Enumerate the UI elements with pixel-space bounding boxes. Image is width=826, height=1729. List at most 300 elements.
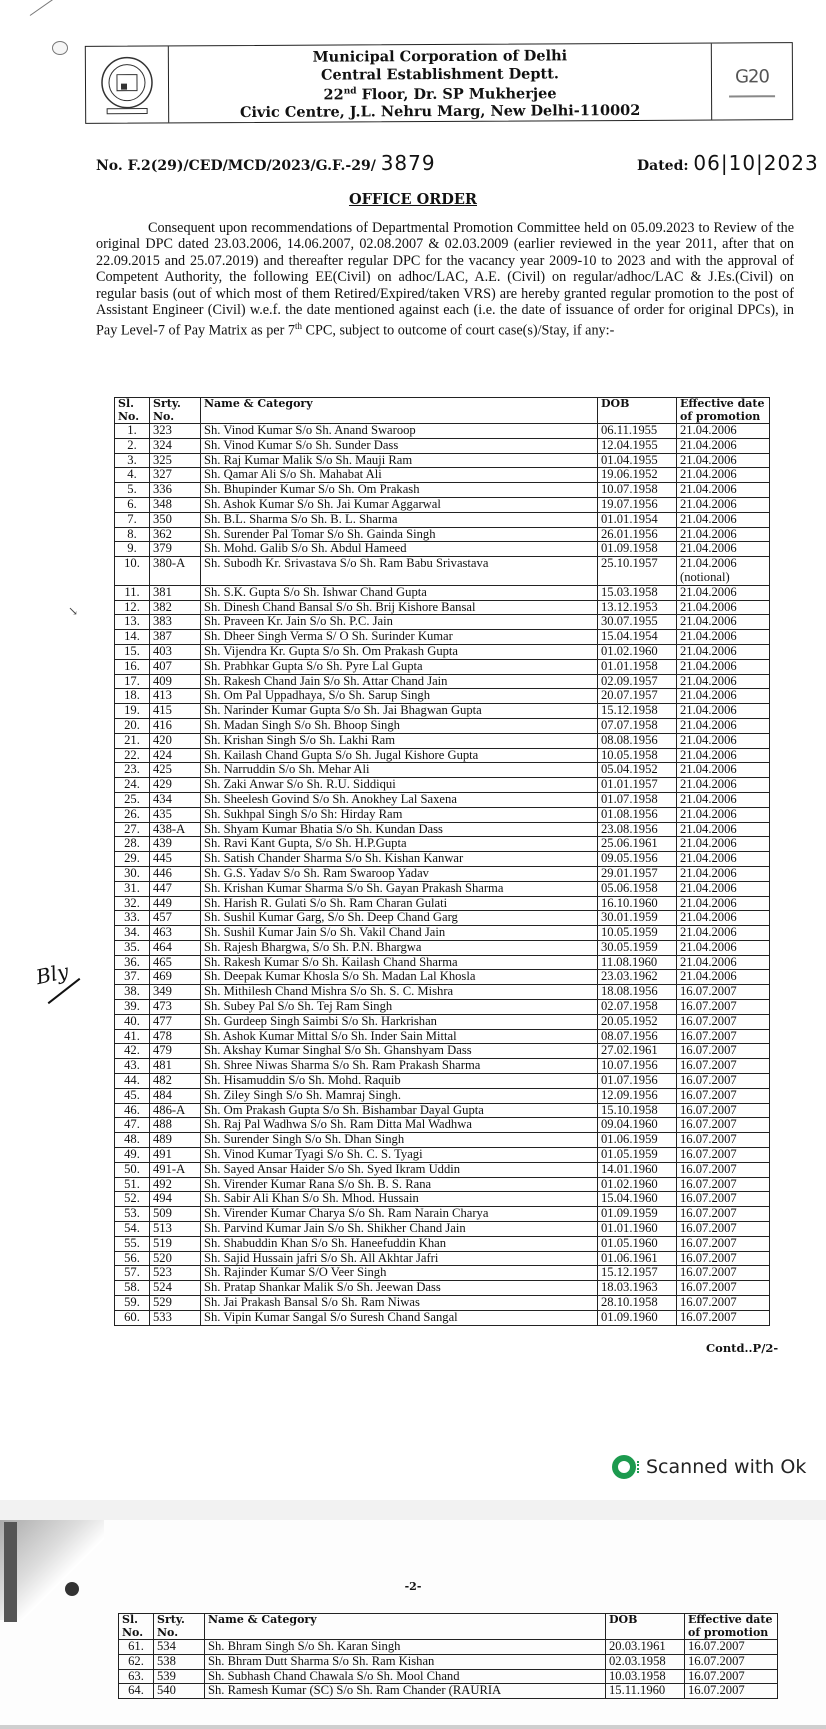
cell-effective-date: 16.07.2007 (677, 1162, 770, 1177)
cell-effective-date: 16.07.2007 (677, 1029, 770, 1044)
cell-effective-date: 16.07.2007 (677, 1118, 770, 1133)
cell-sl-no: 55. (115, 1236, 150, 1251)
cell-name: Sh. Vipin Kumar Sangal S/o Suresh Chand Sangal (201, 1310, 598, 1325)
cell-effective-date: 16.07.2007 (685, 1654, 778, 1669)
cell-dob: 08.08.1956 (598, 733, 677, 748)
cell-srty-no: 519 (150, 1236, 201, 1251)
cell-name: Sh. Qamar Ali S/o Sh. Mahabat Ali (201, 468, 598, 483)
table-row (115, 866, 770, 881)
cell-effective-date: 21.04.2006 (notional) (677, 557, 770, 586)
table-row (115, 424, 770, 439)
cell-name: Sh. Ashok Kumar Mittal S/o Sh. Inder Sain Mittal (201, 1029, 598, 1044)
cell-srty-no: 491 (150, 1148, 201, 1163)
table-row (115, 585, 770, 600)
cell-effective-date: 16.07.2007 (677, 1222, 770, 1237)
cell-srty-no: 409 (150, 674, 201, 689)
table-row (115, 542, 770, 557)
cell-name: Sh. Vinod Kumar S/o Sh. Anand Swaroop (201, 424, 598, 439)
order-body-text-end: CPC, subject to outcome of court case(s)/Stay, if any:- (301, 323, 615, 340)
cell-sl-no: 10. (115, 557, 150, 586)
reference-printed: No. F.2(29)/CED/MCD/2023/G.F.-29/ (96, 158, 376, 174)
cell-sl-no: 30. (115, 866, 150, 881)
cell-dob: 26.01.1956 (598, 527, 677, 542)
cell-srty-no: 484 (150, 1088, 201, 1103)
cell-sl-no: 29. (115, 852, 150, 867)
cell-sl-no: 16. (115, 659, 150, 674)
cell-effective-date: 16.07.2007 (677, 1281, 770, 1296)
cell-name: Sh. Raj Pal Wadhwa S/o Sh. Ram Ditta Mal Wadhwa (201, 1118, 598, 1133)
cell-effective-date: 16.07.2007 (677, 1251, 770, 1266)
cell-name: Sh. Sushil Kumar Jain S/o Sh. Vakil Chand Jain (201, 926, 598, 941)
cell-srty-no: 469 (150, 970, 201, 985)
table-row (115, 527, 770, 542)
cell-name: Sh. Krishan Kumar Sharma S/o Sh. Gayan Prakash Sharma (201, 881, 598, 896)
promotion-table-page-2 (118, 1613, 778, 1699)
table-row (119, 1640, 778, 1655)
cell-srty-no: 463 (150, 926, 201, 941)
table-header-row (115, 398, 770, 424)
cell-name: Sh. Subey Pal S/o Sh. Tej Ram Singh (201, 1000, 598, 1015)
cell-srty-no: 379 (150, 542, 201, 557)
dated-handwritten: 06|10|2023 (693, 151, 819, 175)
cell-sl-no: 14. (115, 630, 150, 645)
cell-srty-no: 348 (150, 497, 201, 512)
cell-srty-no: 534 (154, 1640, 205, 1655)
cell-name: Sh. B.L. Sharma S/o Sh. B. L. Sharma (201, 512, 598, 527)
cell-name: Sh. Subodh Kr. Srivastava S/o Sh. Ram Babu Srivastava (201, 557, 598, 586)
table-row (115, 778, 770, 793)
cell-srty-no: 325 (150, 453, 201, 468)
promotion-table-page-1 (114, 397, 770, 1326)
dated-label: Dated: (637, 158, 689, 174)
table-row (115, 438, 770, 453)
cell-srty-no: 438-A (150, 822, 201, 837)
cell-effective-date: 16.07.2007 (677, 1177, 770, 1192)
cell-name: Sh. Narinder Kumar Gupta S/o Sh. Jai Bhagwan Gupta (201, 704, 598, 719)
cell-effective-date: 16.07.2007 (685, 1640, 778, 1655)
cell-srty-no: 424 (150, 748, 201, 763)
cell-dob: 01.01.1954 (598, 512, 677, 527)
table-row (115, 911, 770, 926)
cell-name: Sh. Surender Singh S/o Sh. Dhan Singh (201, 1133, 598, 1148)
header-sl-no: Sl. No. (115, 398, 150, 424)
cell-name: Sh. Prabhkar Gupta S/o Sh. Pyre Lal Gupta (201, 659, 598, 674)
cell-dob: 02.07.1958 (598, 1000, 677, 1015)
table-row (115, 881, 770, 896)
table-row (115, 1014, 770, 1029)
cell-sl-no: 53. (115, 1207, 150, 1222)
cell-effective-date: 21.04.2006 (677, 896, 770, 911)
table-row (115, 970, 770, 985)
table-row (115, 615, 770, 630)
cell-srty-no: 434 (150, 792, 201, 807)
cell-effective-date: 21.04.2006 (677, 792, 770, 807)
header-srty-no: Srty. No. (154, 1614, 205, 1640)
effective-date-note: (notional) (680, 569, 730, 584)
table-row (115, 748, 770, 763)
cell-dob: 15.12.1957 (598, 1266, 677, 1281)
g20-logo-icon: G20 (734, 65, 769, 87)
cell-srty-no: 381 (150, 585, 201, 600)
cell-dob: 01.05.1960 (598, 1236, 677, 1251)
cell-name: Sh. Harish R. Gulati S/o Sh. Ram Charan Gulati (201, 896, 598, 911)
cell-effective-date: 21.04.2006 (677, 542, 770, 557)
cell-name: Sh. Subhash Chand Chawala S/o Sh. Mool Chand (205, 1669, 606, 1684)
cell-srty-no: 416 (150, 718, 201, 733)
cell-srty-no: 509 (150, 1207, 201, 1222)
cell-dob: 01.09.1959 (598, 1207, 677, 1222)
cell-name: Sh. S.K. Gupta S/o Sh. Ishwar Chand Gupta (201, 585, 598, 600)
cell-sl-no: 23. (115, 763, 150, 778)
cell-effective-date: 16.07.2007 (677, 1014, 770, 1029)
cell-effective-date: 21.04.2006 (677, 807, 770, 822)
cell-srty-no: 539 (154, 1669, 205, 1684)
cell-dob: 01.06.1961 (598, 1251, 677, 1266)
cell-sl-no: 44. (115, 1074, 150, 1089)
cell-dob: 20.03.1961 (606, 1640, 685, 1655)
cell-sl-no: 26. (115, 807, 150, 822)
cell-srty-no: 538 (154, 1654, 205, 1669)
cell-name: Sh. Virender Kumar Rana S/o Sh. B. S. Rana (201, 1177, 598, 1192)
cell-dob: 02.03.1958 (606, 1654, 685, 1669)
table-row (115, 659, 770, 674)
table-row (115, 1266, 770, 1281)
cell-name: Sh. Pratap Shankar Malik S/o Sh. Jeewan Dass (201, 1281, 598, 1296)
cell-srty-no: 429 (150, 778, 201, 793)
cell-sl-no: 51. (115, 1177, 150, 1192)
cell-name: Sh. Om Prakash Gupta S/o Sh. Bishambar Dayal Gupta (201, 1103, 598, 1118)
cell-name: Sh. Surender Pal Tomar S/o Sh. Gainda Singh (201, 527, 598, 542)
cell-sl-no: 25. (115, 792, 150, 807)
scanner-text: Scanned with Ok (646, 1456, 807, 1478)
table-row (115, 955, 770, 970)
cell-effective-date: 16.07.2007 (677, 1000, 770, 1015)
cell-effective-date: 21.04.2006 (677, 733, 770, 748)
cell-name: Sh. Bhram Singh S/o Sh. Karan Singh (205, 1640, 606, 1655)
cell-sl-no: 13. (115, 615, 150, 630)
table-row (115, 1074, 770, 1089)
cell-name: Sh. Vinod Kumar Tyagi S/o Sh. C. S. Tyagi (201, 1148, 598, 1163)
cell-srty-no: 481 (150, 1059, 201, 1074)
table-row (115, 453, 770, 468)
table-row (115, 1281, 770, 1296)
header-name-category: Name & Category (205, 1614, 606, 1640)
table-row (115, 1207, 770, 1222)
cell-sl-no: 7. (115, 512, 150, 527)
cell-dob: 15.11.1960 (606, 1684, 685, 1699)
continued-note: Contd..P/2- (706, 1341, 779, 1355)
cell-dob: 10.05.1958 (598, 748, 677, 763)
cell-sl-no: 56. (115, 1251, 150, 1266)
cell-srty-no: 449 (150, 896, 201, 911)
cell-effective-date: 21.04.2006 (677, 866, 770, 881)
cell-srty-no: 380-A (150, 557, 201, 586)
cell-sl-no: 5. (115, 483, 150, 498)
table-row (115, 1148, 770, 1163)
cell-effective-date: 21.04.2006 (677, 630, 770, 645)
cell-srty-no: 362 (150, 527, 201, 542)
cell-dob: 01.01.1958 (598, 659, 677, 674)
cell-sl-no: 31. (115, 881, 150, 896)
cell-dob: 15.04.1954 (598, 630, 677, 645)
handwritten-signature: Bly (33, 958, 71, 990)
cell-name: Sh. Sheelesh Govind S/o Sh. Anokhey Lal Saxena (201, 792, 598, 807)
table-row (115, 704, 770, 719)
dept-name: Central Establishment Deptt. (320, 64, 559, 84)
cell-dob: 01.09.1960 (598, 1310, 677, 1325)
cell-dob: 27.02.1961 (598, 1044, 677, 1059)
cell-name: Sh. Deepak Kumar Khosla S/o Sh. Madan Lal Khosla (201, 970, 598, 985)
table-row (119, 1654, 778, 1669)
cell-sl-no: 6. (115, 497, 150, 512)
cell-dob: 25.06.1961 (598, 837, 677, 852)
floor-line (169, 82, 711, 105)
cell-sl-no: 58. (115, 1281, 150, 1296)
cell-name: Sh. G.S. Yadav S/o Sh. Ram Swaroop Yadav (201, 866, 598, 881)
cell-effective-date: 16.07.2007 (677, 1296, 770, 1311)
cell-srty-no: 492 (150, 1177, 201, 1192)
date-line (637, 151, 819, 175)
cell-srty-no: 415 (150, 704, 201, 719)
cell-dob: 30.01.1959 (598, 911, 677, 926)
header-dob: DOB (598, 398, 677, 424)
cell-dob: 01.07.1958 (598, 792, 677, 807)
cell-srty-no: 464 (150, 940, 201, 955)
cell-sl-no: 4. (115, 468, 150, 483)
scanner-watermark (612, 1455, 806, 1479)
cell-dob: 23.03.1962 (598, 970, 677, 985)
floor-number: 22 (323, 86, 344, 104)
table-row (115, 1133, 770, 1148)
cell-effective-date: 21.04.2006 (677, 689, 770, 704)
cell-effective-date: 21.04.2006 (677, 778, 770, 793)
cell-dob: 01.01.1957 (598, 778, 677, 793)
cell-name: Sh. Rakesh Chand Jain S/o Sh. Attar Chand Jain (201, 674, 598, 689)
cell-name: Sh. Raj Kumar Malik S/o Sh. Mauji Ram (201, 453, 598, 468)
cell-name: Sh. Zaki Anwar S/o Sh. R.U. Siddiqui (201, 778, 598, 793)
table-row (115, 822, 770, 837)
cell-name: Sh. Ravi Kant Gupta, S/o Sh. H.P.Gupta (201, 837, 598, 852)
okenscan-logo-icon (612, 1455, 636, 1479)
cell-srty-no: 473 (150, 1000, 201, 1015)
cell-srty-no: 520 (150, 1251, 201, 1266)
cell-sl-no: 28. (115, 837, 150, 852)
table-row (115, 1103, 770, 1118)
cell-sl-no: 46. (115, 1103, 150, 1118)
reference-number (96, 151, 436, 175)
table-row (119, 1684, 778, 1699)
floor-suffix: nd (343, 86, 357, 97)
cell-name: Sh. Mohd. Galib S/o Sh. Abdul Hameed (201, 542, 598, 557)
cell-sl-no: 32. (115, 896, 150, 911)
cell-sl-no: 34. (115, 926, 150, 941)
table-row (115, 1118, 770, 1133)
cell-srty-no: 479 (150, 1044, 201, 1059)
cell-srty-no: 491-A (150, 1162, 201, 1177)
cell-effective-date: 21.04.2006 (677, 704, 770, 719)
cell-effective-date: 21.04.2006 (677, 600, 770, 615)
cell-sl-no: 38. (115, 985, 150, 1000)
cell-name: Sh. Dinesh Chand Bansal S/o Sh. Brij Kishore Bansal (201, 600, 598, 615)
cell-dob: 15.10.1958 (598, 1103, 677, 1118)
cell-name: Sh. Madan Singh S/o Sh. Bhoop Singh (201, 718, 598, 733)
cell-sl-no: 47. (115, 1118, 150, 1133)
cell-name: Sh. Praveen Kr. Jain S/o Sh. P.C. Jain (201, 615, 598, 630)
cell-dob: 09.05.1956 (598, 852, 677, 867)
table-row (115, 1029, 770, 1044)
cell-srty-no: 425 (150, 763, 201, 778)
header-srty-no: Srty. No. (150, 398, 201, 424)
cell-sl-no: 9. (115, 542, 150, 557)
cell-dob: 01.08.1956 (598, 807, 677, 822)
cell-sl-no: 64. (119, 1684, 154, 1699)
table-row (115, 644, 770, 659)
cell-sl-no: 21. (115, 733, 150, 748)
order-body-text: Consequent upon recommendations of Departmental Promotion Committee held on 05.09.2023 to Review of the original DPC dated 23.03.2006, 14.06.2007, 02.08.2007 & 02.03.2009 (earlier reviewed in the year 2011, after that on 22.09.2015 and 25.07.2019) and thereafter regular DPC for the vacancy year 2009-10 to 2023 and with the approval of Competent Authority, the following EE(Civil) on adhoc/LAC, A.E. (Civil) on regular/adhoc/LAC & J.Es.(Civil) on regular basis (out of which most of them Retired/Expired/taken VRS) are hereby granted regular promotion to the post of Assistant Engineer (Civil) w.e.f. the date mentioned against each (i.e. the date of issuance of order for original DPCs), in Pay Level-7 of Pay Matrix as per 7 (96, 220, 794, 340)
cell-effective-date: 16.07.2007 (677, 1059, 770, 1074)
order-body-sup: th (294, 321, 302, 332)
cell-srty-no: 435 (150, 807, 201, 822)
cell-srty-no: 324 (150, 438, 201, 453)
cell-effective-date: 21.04.2006 (677, 497, 770, 512)
table-row (115, 1059, 770, 1074)
cell-effective-date: 21.04.2006 (677, 748, 770, 763)
cell-name: Sh. Hisamuddin S/o Sh. Mohd. Raquib (201, 1074, 598, 1089)
cell-name: Sh. Om Pal Uppadhaya, S/o Sh. Sarup Singh (201, 689, 598, 704)
cell-sl-no: 11. (115, 585, 150, 600)
cell-name: Sh. Krishan Singh S/o Sh. Lakhi Ram (201, 733, 598, 748)
cell-sl-no: 17. (115, 674, 150, 689)
cell-srty-no: 524 (150, 1281, 201, 1296)
cell-effective-date: 16.07.2007 (677, 1148, 770, 1163)
table-row (115, 1000, 770, 1015)
cell-dob: 01.06.1959 (598, 1133, 677, 1148)
cell-name: Sh. Akshay Kumar Singhal S/o Sh. Ghanshyam Dass (201, 1044, 598, 1059)
cell-effective-date: 21.04.2006 (677, 615, 770, 630)
cell-dob: 15.12.1958 (598, 704, 677, 719)
cell-sl-no: 59. (115, 1296, 150, 1311)
cell-sl-no: 2. (115, 438, 150, 453)
cell-sl-no: 57. (115, 1266, 150, 1281)
order-title: OFFICE ORDER (348, 191, 477, 208)
cell-effective-date: 16.07.2007 (677, 1133, 770, 1148)
cell-name: Sh. Jai Prakash Bansal S/o Sh. Ram Niwas (201, 1296, 598, 1311)
cell-name: Sh. Virender Kumar Charya S/o Sh. Ram Narain Charya (201, 1207, 598, 1222)
cell-sl-no: 42. (115, 1044, 150, 1059)
cell-sl-no: 60. (115, 1310, 150, 1325)
cell-effective-date: 16.07.2007 (677, 1192, 770, 1207)
cell-sl-no: 27. (115, 822, 150, 837)
table-row (115, 1044, 770, 1059)
letterhead-address (169, 44, 711, 123)
cell-effective-date: 16.07.2007 (677, 1207, 770, 1222)
cell-effective-date: 21.04.2006 (677, 585, 770, 600)
cell-srty-no: 486-A (150, 1103, 201, 1118)
cell-effective-date: 16.07.2007 (677, 1044, 770, 1059)
cell-effective-date: 21.04.2006 (677, 763, 770, 778)
cell-sl-no: 33. (115, 911, 150, 926)
cell-dob: 10.07.1956 (598, 1059, 677, 1074)
cell-name: Sh. Narruddin S/o Sh. Mehar Ali (201, 763, 598, 778)
cell-dob: 13.12.1953 (598, 600, 677, 615)
cell-effective-date: 21.04.2006 (677, 453, 770, 468)
cell-dob: 01.02.1960 (598, 1177, 677, 1192)
cell-effective-date: 21.04.2006 (677, 527, 770, 542)
cell-effective-date: 21.04.2006 (677, 438, 770, 453)
cell-name: Sh. Bhram Dutt Sharma S/o Sh. Ram Kishan (205, 1654, 606, 1669)
cell-effective-date: 16.07.2007 (677, 1266, 770, 1281)
table-row (115, 512, 770, 527)
order-body (96, 220, 794, 340)
cell-sl-no: 19. (115, 704, 150, 719)
cell-srty-no: 403 (150, 644, 201, 659)
cell-sl-no: 36. (115, 955, 150, 970)
cell-srty-no: 383 (150, 615, 201, 630)
cell-dob: 01.04.1955 (598, 453, 677, 468)
cell-effective-date: 21.04.2006 (677, 881, 770, 896)
cell-dob: 29.01.1957 (598, 866, 677, 881)
cell-srty-no: 439 (150, 837, 201, 852)
reference-handwritten: 3879 (380, 151, 436, 175)
cell-effective-date: 21.04.2006 (677, 852, 770, 867)
cell-srty-no: 349 (150, 985, 201, 1000)
table-row (115, 1236, 770, 1251)
cell-sl-no: 41. (115, 1029, 150, 1044)
cell-effective-date: 21.04.2006 (677, 822, 770, 837)
cell-dob: 12.09.1956 (598, 1088, 677, 1103)
header-effective-date: Effective date of promotion (685, 1614, 778, 1640)
cell-sl-no: 63. (119, 1669, 154, 1684)
table-row (115, 483, 770, 498)
cell-effective-date: 21.04.2006 (677, 424, 770, 439)
cell-dob: 30.07.1955 (598, 615, 677, 630)
cell-effective-date: 21.04.2006 (677, 837, 770, 852)
cell-effective-date: 21.04.2006 (677, 674, 770, 689)
cell-effective-date: 21.04.2006 (677, 926, 770, 941)
g20-tagline (729, 95, 775, 97)
table-row (115, 763, 770, 778)
cell-sl-no: 45. (115, 1088, 150, 1103)
cell-srty-no: 465 (150, 955, 201, 970)
cell-srty-no: 523 (150, 1266, 201, 1281)
cell-srty-no: 323 (150, 424, 201, 439)
cell-srty-no: 445 (150, 852, 201, 867)
cell-sl-no: 35. (115, 940, 150, 955)
cell-srty-no: 478 (150, 1029, 201, 1044)
cell-effective-date: 16.07.2007 (677, 985, 770, 1000)
cell-effective-date: 21.04.2006 (677, 970, 770, 985)
cell-sl-no: 52. (115, 1192, 150, 1207)
table-row (115, 1296, 770, 1311)
cell-dob: 07.07.1958 (598, 718, 677, 733)
cell-name: Sh. Rajesh Bhargwa, S/o Sh. P.N. Bhargwa (201, 940, 598, 955)
cell-sl-no: 43. (115, 1059, 150, 1074)
table-row (115, 497, 770, 512)
table-row (115, 926, 770, 941)
cell-effective-date: 16.07.2007 (685, 1669, 778, 1684)
cell-dob: 06.11.1955 (598, 424, 677, 439)
table-row (115, 600, 770, 615)
cell-effective-date: 16.07.2007 (685, 1684, 778, 1699)
cell-dob: 10.03.1958 (606, 1669, 685, 1684)
cell-name: Sh. Rajinder Kumar S/O Veer Singh (201, 1266, 598, 1281)
cell-effective-date: 21.04.2006 (677, 718, 770, 733)
cell-name: Sh. Shabuddin Khan S/o Sh. Haneefuddin Khan (201, 1236, 598, 1251)
cell-dob: 11.08.1960 (598, 955, 677, 970)
page-number: -2- (404, 1580, 422, 1593)
cell-dob: 18.08.1956 (598, 985, 677, 1000)
cell-effective-date: 16.07.2007 (677, 1088, 770, 1103)
